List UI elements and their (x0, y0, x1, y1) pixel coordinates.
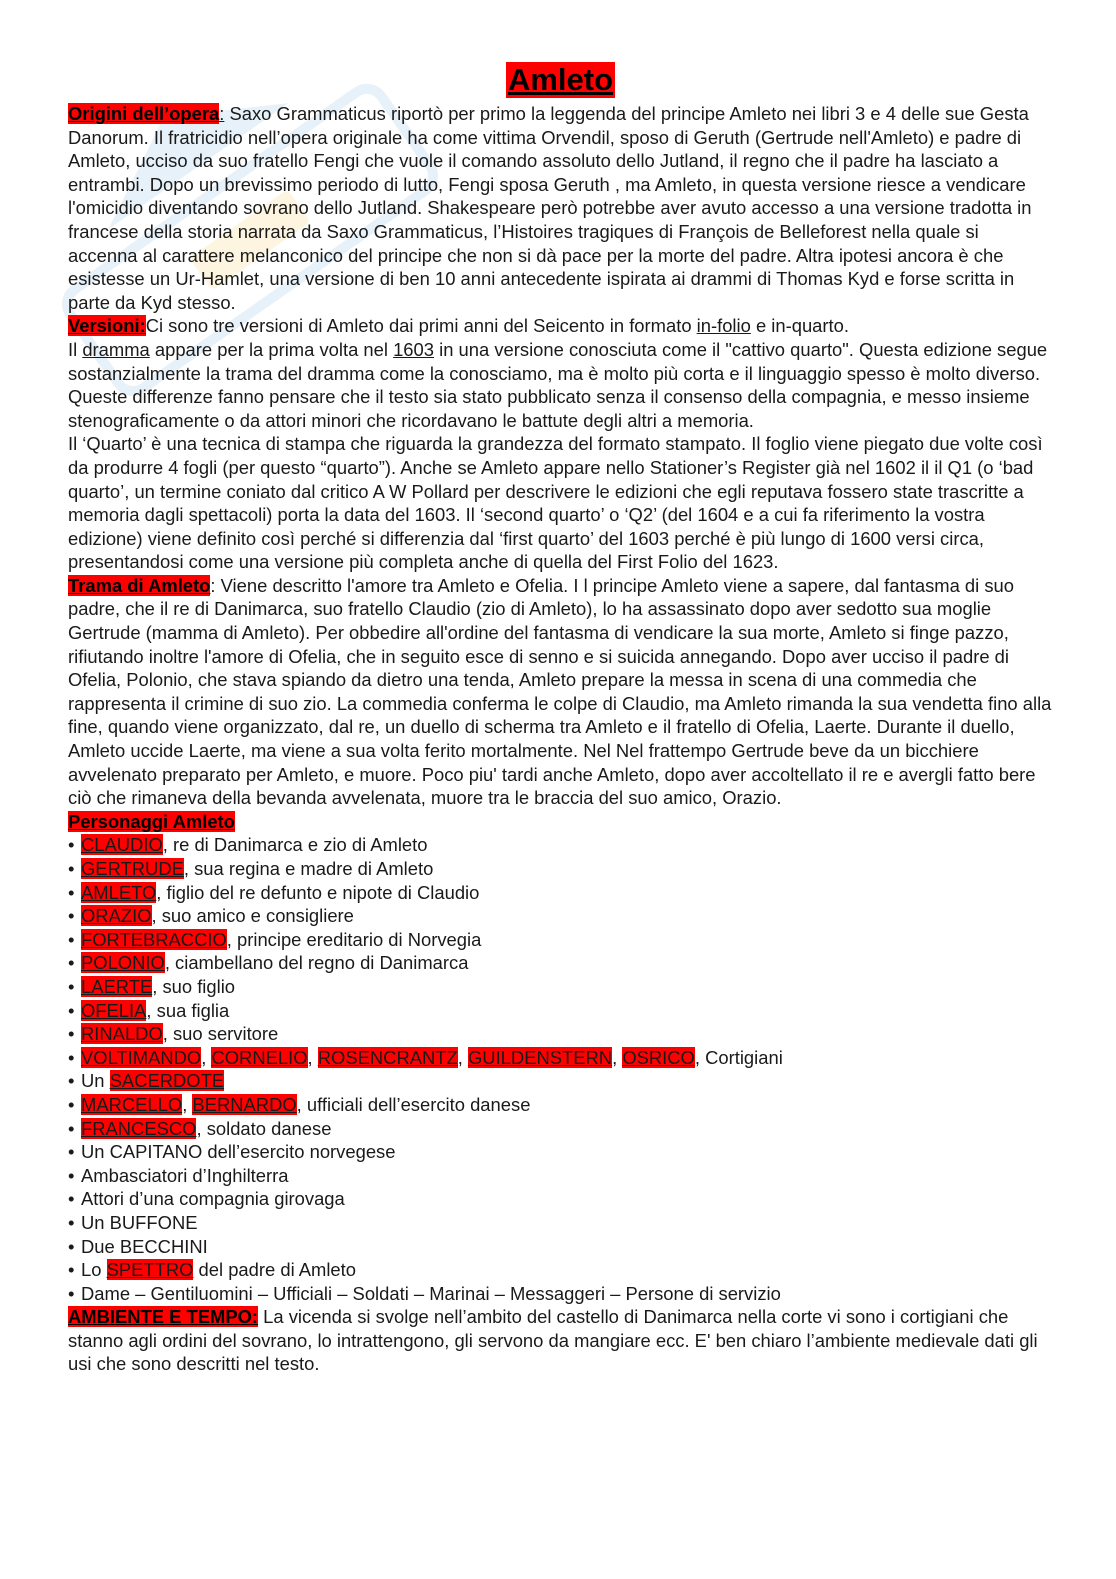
bullet-icon: • (68, 975, 75, 997)
character-list-item (68, 833, 1053, 857)
character-separator: , (612, 1046, 623, 1068)
character-list-item (68, 975, 1053, 999)
character-prefix: Un CAPITANO dell’esercito norvegese (81, 1141, 396, 1163)
trama-text: : Viene descritto l'amore tra Amleto e Ofelia. I l principe Amleto viene a sapere, dal fantasma di suo padre, che il re di Danimarca, suo fratello Claudio (zio di Amleto), lo ha assassinato dopo aver sedotto sua moglie Gertrude (mamma di Amleto). Per obbedire all'ordine del fantasma di vendicare la sua morte, Amleto si finge pazzo, rifiutando inoltre l'amore di Ofelia, che in seguito esce di senno e si suicida annegando. Dopo aver ucciso il padre di Ofelia, Polonio, che stava spiando da dietro una tenda, Amleto prepare la messa in scena di una commedia che rappresenta il crimine di suo zio. La commedia conferma le colpe di Claudio, ma Amleto rimanda la sua vendetta fino alla fine, quando viene organizzato, dal re, un duello di scherma tra Amleto e il fratello di Ofelia, Laerte. Durante il duello, Amleto uccide Laerte, ma viene a sua volta ferito mortalmente. Nel Nel frattempo Gertrude beve da un bicchiere avvelenato preparato per Amleto, e muore. Poco piu' tardi anche Amleto, dopo aver accoltellato il re e avergli fatto bere ciò che rimaneva della bevanda avvelenata, muore tra le braccia del suo amico, Orazio. (68, 574, 1052, 809)
character-description: del padre di Amleto (193, 1259, 356, 1281)
character-list-item (68, 951, 1053, 975)
character-description: , sua figlia (146, 999, 230, 1021)
section-ambiente (68, 1305, 1053, 1376)
character-name: OFELIA (81, 999, 147, 1021)
character-prefix: Ambasciatori d’Inghilterra (81, 1164, 289, 1186)
character-name: POLONIO (81, 952, 165, 974)
character-list-item (68, 1117, 1053, 1141)
character-description: , ufficiali dell’esercito danese (296, 1093, 531, 1115)
ambiente-text: La vicenda si svolge nell’ambito del castello di Danimarca nella corte vi sono i cortigiani che stanno agli ordini del sovrano, lo intrattengono, gli servono da mangiare ecc. E' ben chiaro l’ambiente medievale dati gli usi che sono descritti nel testo. (68, 1306, 1038, 1375)
bullet-icon: • (68, 1164, 75, 1186)
document-page (68, 62, 1053, 1376)
character-description: , suo figlio (152, 975, 236, 997)
character-description: , soldato danese (196, 1117, 332, 1139)
character-name: LAERTE (81, 975, 153, 997)
heading-trama: Trama di Amleto (68, 574, 211, 596)
character-list-item (68, 1140, 1053, 1164)
character-description: , figlio del re defunto e nipote di Claudio (156, 881, 480, 903)
bullet-icon: • (68, 905, 75, 927)
character-list-item (68, 1211, 1053, 1235)
title-row (68, 62, 1053, 102)
character-description: , Cortigiani (694, 1046, 783, 1068)
link-1603[interactable]: 1603 (393, 338, 434, 360)
bullet-icon: • (68, 1188, 75, 1210)
character-description: , ciambellano del regno di Danimarca (164, 952, 469, 974)
bullet-icon: • (68, 834, 75, 856)
bullet-icon: • (68, 1093, 75, 1115)
versioni-text-b: e in-quarto. (750, 315, 849, 337)
heading-origini: Origini dell’opera (68, 103, 220, 124)
character-list-item (68, 999, 1053, 1023)
bullet-icon: • (68, 1259, 75, 1281)
character-separator: , (307, 1046, 318, 1068)
character-separator: , (457, 1046, 468, 1068)
character-name: AMLETO (81, 881, 157, 903)
bullet-icon: • (68, 1046, 75, 1068)
character-list-item (68, 904, 1053, 928)
bullet-icon: • (68, 1235, 75, 1257)
section-personaggi (68, 810, 1053, 834)
character-name: OSRICO (622, 1046, 695, 1068)
character-list-item (68, 1235, 1053, 1259)
character-description: , suo amico e consigliere (151, 905, 354, 927)
character-name: MARCELLO (81, 1093, 183, 1115)
bullet-icon: • (68, 1023, 75, 1045)
character-list (68, 833, 1053, 1305)
bullet-icon: • (68, 952, 75, 974)
bullet-icon: • (68, 858, 75, 879)
heading-ambiente: AMBIENTE E TEMPO: (68, 1306, 259, 1328)
character-name: SPETTRO (106, 1259, 194, 1281)
character-list-item (68, 1164, 1053, 1188)
character-separator: , (201, 1046, 212, 1068)
bullet-icon: • (68, 999, 75, 1021)
character-prefix: Attori d’una compagnia girovaga (81, 1188, 345, 1210)
character-name: GERTRUDE (81, 858, 184, 879)
section-trama (68, 574, 1053, 810)
character-list-item (68, 1046, 1053, 1070)
character-prefix: Un BUFFONE (81, 1211, 198, 1233)
heading-origini-colon: : (219, 103, 225, 124)
bullet-icon: • (68, 1211, 75, 1233)
character-description: , principe ereditario di Norvegia (226, 928, 482, 950)
character-name: CLAUDIO (81, 834, 163, 856)
character-name: RINALDO (81, 1023, 163, 1045)
character-name: ORAZIO (81, 905, 152, 927)
character-prefix: Un (81, 1070, 110, 1092)
character-prefix: Due BECCHINI (81, 1235, 208, 1257)
versioni-p2-c: in una versione conosciuta come il "cattivo quarto". Questa edizione segue sostanzialmente la trama del dramma come la conosciamo, ma è molto più corta e il linguaggio spesso è molto diverso. Queste differenze fanno pensare che il testo sia stato pubblicato senza il consenso della compagnia, e messo insieme stenograficamente o da attori minori che ricordavano le battute degli altri a memoria. (68, 338, 1048, 431)
bullet-icon: • (68, 1282, 75, 1304)
character-list-item (68, 1022, 1053, 1046)
character-list-item (68, 1093, 1053, 1117)
character-separator: , (182, 1093, 193, 1115)
heading-personaggi: Personaggi Amleto (68, 810, 235, 832)
character-prefix: Lo (81, 1259, 107, 1281)
origini-text: Saxo Grammaticus riportò per primo la leggenda del principe Amleto nei libri 3 e 4 delle sue Gesta Danorum. Il fratricidio nell’opera originale ha come vittima Orvendil, sposo di Geruth (Gertrude nell'Amleto) e padre di Amleto, ucciso da suo fratello Fengi che vuole il comando assoluto dello Jutland, il regno che il padre ha lasciato a entrambi. Dopo un brevissimo periodo di lutto, Fengi sposa Geruth , ma Amleto, in questa versione riesce a vendicare l'omicidio diventando sovrano dello Jutland. Shakespeare però potrebbe aver avuto accesso a una versione tradotta in francese della storia narrata da Saxo Grammaticus, l’Histoires tragiques di François de Belleforest nella quale si accenna al carattere melanconico del principe che non si dà pace per la morte del padre. Altra ipotesi ancora è che esistesse un Ur-Hamlet, una versione di ben 10 anni antecedente ispirata ai drammi di Thomas Kyd e forse scritta in parte da Kyd stesso. (68, 103, 1032, 313)
section-versioni (68, 314, 1053, 338)
character-list-item (68, 857, 1053, 881)
bullet-icon: • (68, 1141, 75, 1163)
versioni-text-a: Ci sono tre versioni di Amleto dai primi anni del Seicento in formato (145, 315, 697, 337)
character-list-item (68, 1187, 1053, 1211)
page-title: Amleto (507, 62, 614, 97)
character-list-item (68, 928, 1053, 952)
character-name: FORTEBRACCIO (81, 928, 227, 950)
character-name: CORNELIO (211, 1046, 308, 1068)
character-name: VOLTIMANDO (81, 1046, 202, 1068)
heading-versioni: Versioni: (68, 315, 146, 337)
character-list-item (68, 881, 1053, 905)
bullet-icon: • (68, 1070, 75, 1092)
bullet-icon: • (68, 928, 75, 950)
character-description: , suo servitore (162, 1023, 279, 1045)
character-name: FRANCESCO (81, 1117, 197, 1139)
character-name: GUILDENSTERN (467, 1046, 613, 1068)
character-name: BERNARDO (192, 1093, 297, 1115)
versioni-paragraph-3: Il ‘Quarto’ è una tecnica di stampa che riguarda la grandezza del formato stampato. Il foglio viene piegato due volte così da produrre 4 fogli (per questo “quarto”). Anche se Amleto appare nello Stationer’s Register già nel 1602 il il Q1 (o ‘bad quarto’, un termine coniato dal critico A W Pollard per descrivere le edizioni che egli reputava fossero state trascritte a memoria dagli spettacoli) porta la data del 1603. Il ‘second quarto’ o ‘Q2’ (del 1604 e a cui fa riferimento la vostra edizione) viene definito così perché si differenzia dal ‘first quarto’ del 1603 perché è più lungo di 1600 versi circa, presentandosi come una versione più completa anche di quella del First Folio del 1623. (68, 433, 1043, 573)
versioni-paragraph-2 (68, 338, 1053, 432)
link-dramma[interactable]: dramma (82, 338, 150, 360)
character-list-item (68, 1282, 1053, 1306)
versioni-p2-b: appare per la prima volta nel (149, 338, 394, 360)
character-prefix: Dame – Gentiluomini – Ufficiali – Soldati – Marinai – Messaggeri – Persone di servizio (81, 1282, 781, 1304)
character-name: SACERDOTE (109, 1070, 225, 1092)
character-name: ROSENCRANTZ (317, 1046, 458, 1068)
character-list-item (68, 1069, 1053, 1093)
character-description: , re di Danimarca e zio di Amleto (162, 834, 428, 856)
character-description: , sua regina e madre di Amleto (183, 858, 434, 879)
character-list-item (68, 1258, 1053, 1282)
section-origini (68, 102, 1053, 314)
bullet-icon: • (68, 881, 75, 903)
bullet-icon: • (68, 1117, 75, 1139)
link-in-folio[interactable]: in-folio (696, 315, 751, 337)
versioni-p2-a: Il (68, 338, 83, 360)
